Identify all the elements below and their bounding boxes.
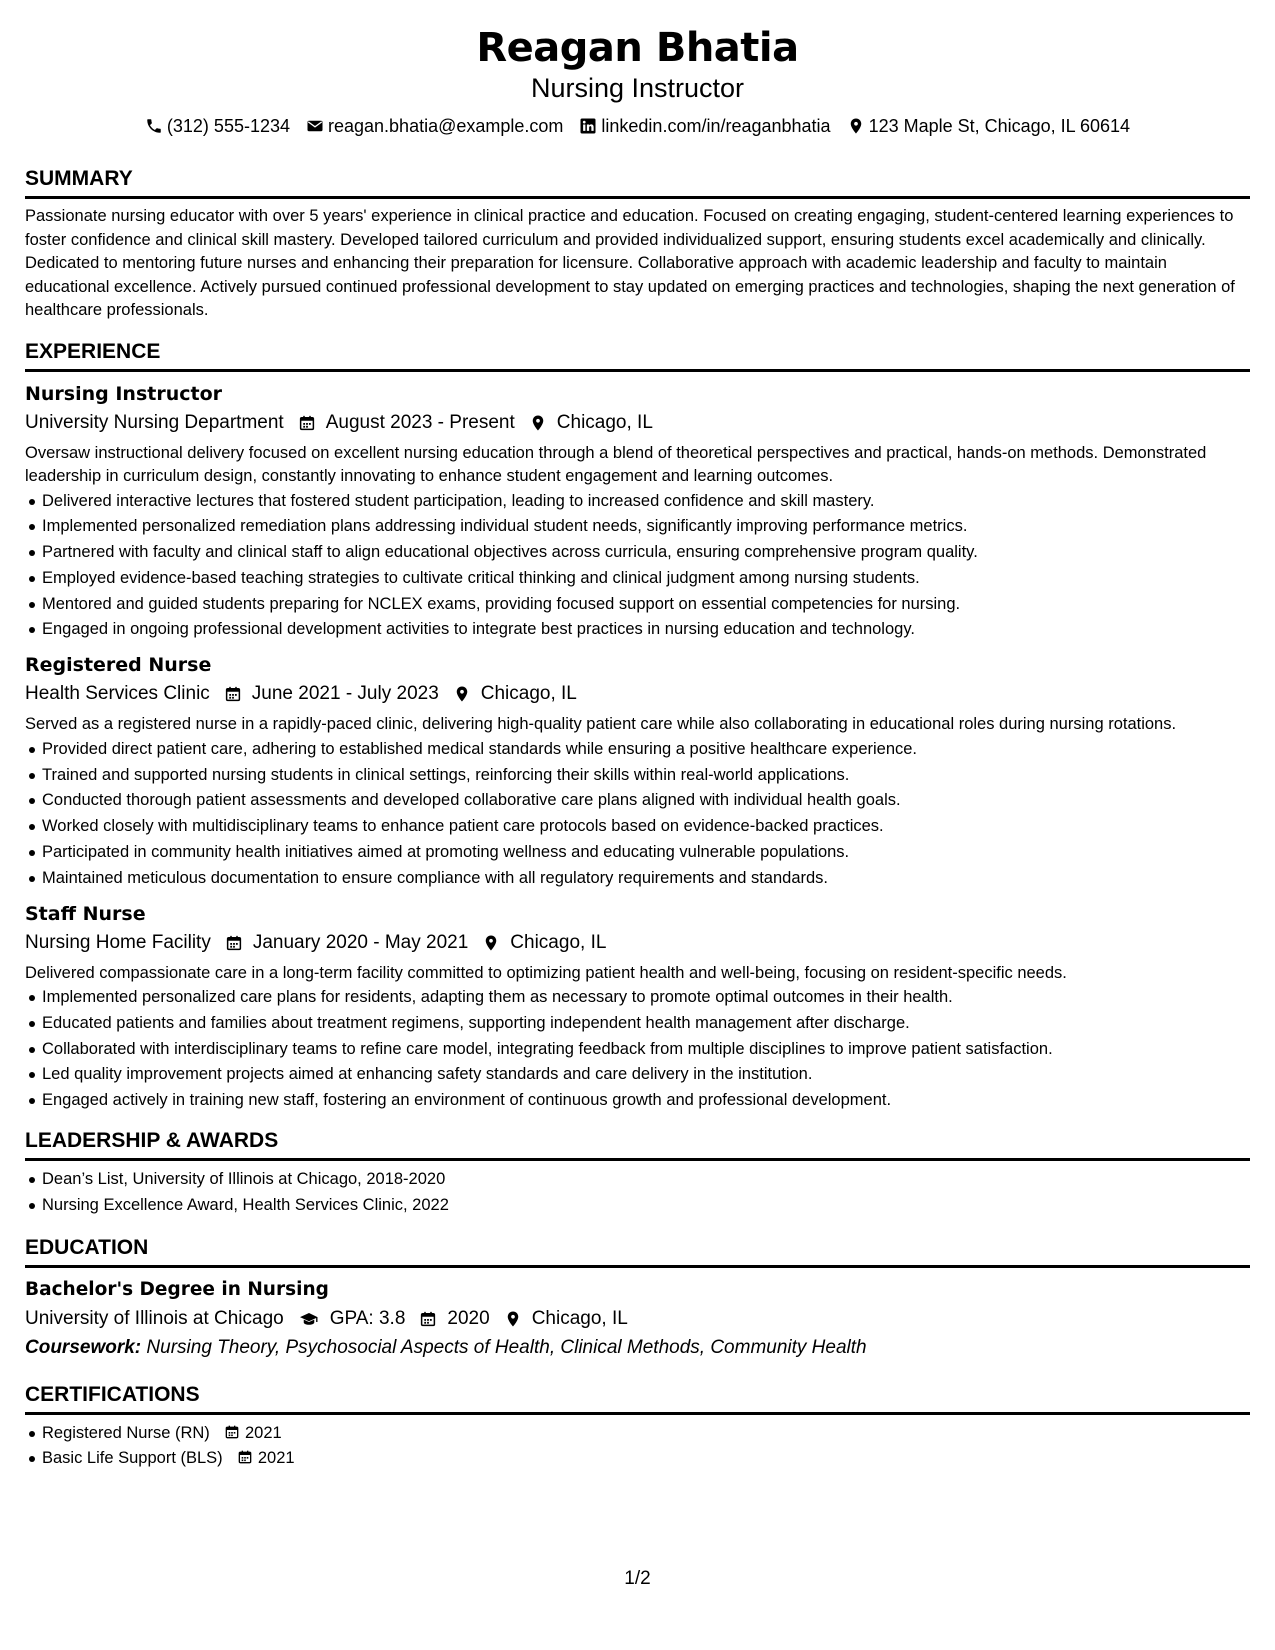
education-meta xyxy=(25,1306,1250,1332)
list-item: Provided direct patient care, adhering to established medical standards while ensuring a positive healthcare experience. xyxy=(25,737,1250,763)
calendar-icon xyxy=(224,1424,240,1440)
section-title-awards: LEADERSHIP & AWARDS xyxy=(25,1128,1250,1161)
job-dates: August 2023 - Present xyxy=(325,411,515,433)
job-bullets xyxy=(25,489,1250,644)
map-pin-icon xyxy=(847,117,865,135)
job-summary: Oversaw instructional delivery focused on excellent nursing education through a blend of theoretical perspectives and practical, hands-on methods. Demonstrated leadership in curriculum design, constantly innovating to enhance student engagement and learning outcomes. xyxy=(25,443,1207,485)
envelope-icon xyxy=(306,117,324,135)
page-number: 1/2 xyxy=(624,1568,651,1589)
list-item: Mentored and guided students preparing for NCLEX exams, providing focused support on essential competencies for nursing. xyxy=(25,592,1250,618)
job-dates: June 2021 - July 2023 xyxy=(251,683,439,705)
job-summary: Served as a registered nurse in a rapidly-paced clinic, delivering high-quality patient care while also collaborating in educational roles during nursing rotations. xyxy=(25,715,1177,734)
job-meta xyxy=(25,930,1250,956)
section-title-summary: SUMMARY xyxy=(25,166,1250,199)
address-text: 123 Maple St, Chicago, IL 60614 xyxy=(868,116,1131,136)
school-location: Chicago, IL xyxy=(531,1307,628,1329)
education-entry xyxy=(25,1277,1250,1362)
section-title-education: EDUCATION xyxy=(25,1235,1250,1268)
list-item: Maintained meticulous documentation to ensure compliance with all regulatory requirements and standards. xyxy=(25,866,1250,892)
coursework-label: Coursework: xyxy=(25,1336,142,1358)
job-title: Registered Nurse xyxy=(25,654,212,677)
summary-text: Passionate nursing educator with over 5 years' experience in clinical practice and education. Focused on creating engaging, student-centered learning experiences to foster confidence and clinical skill mastery. Developed tailored curriculum and provided individualized support, ensuring students excel academically and clinically. Dedicated to mentoring future nurses and enhancing their preparation for licensure. Collaborative approach with academic leadership and faculty to maintain educational excellence. Actively pursued continued professional development to stay updated on emerging practices and technologies, shaping the next generation of healthcare professionals. xyxy=(25,207,1235,319)
list-item: Implemented personalized care plans for residents, adapting them as necessary to promote optimal outcomes in their health. xyxy=(25,985,1250,1011)
coursework xyxy=(25,1334,1250,1362)
experience-entry xyxy=(25,381,1250,644)
job-organization: University Nursing Department xyxy=(25,411,284,433)
job-meta xyxy=(25,410,1250,436)
calendar-icon xyxy=(298,414,316,432)
section-title-certifications: CERTIFICATIONS xyxy=(25,1382,1250,1415)
calendar-icon xyxy=(225,934,243,952)
map-pin-icon xyxy=(453,685,471,703)
job-location: Chicago, IL xyxy=(556,411,653,433)
certifications-list xyxy=(25,1421,1250,1473)
job-organization: Health Services Clinic xyxy=(25,683,210,705)
section-title-experience: EXPERIENCE xyxy=(25,339,1250,372)
list-item: Trained and supported nursing students in clinical settings, reinforcing their skills within real-world applications. xyxy=(25,763,1250,789)
certification-year: 2021 xyxy=(244,1423,282,1442)
job-title: Staff Nurse xyxy=(25,902,146,925)
list-item: Participated in community health initiatives aimed at promoting wellness and educating vulnerable populations. xyxy=(25,840,1250,866)
job-title: Nursing Instructor xyxy=(25,382,223,405)
contact-linkedin[interactable] xyxy=(579,114,830,138)
job-location: Chicago, IL xyxy=(510,931,607,953)
certification-year: 2021 xyxy=(257,1449,295,1468)
list-item: Employed evidence-based teaching strategies to cultivate critical thinking and clinical judgment among nursing students. xyxy=(25,566,1250,592)
graduation-year: 2020 xyxy=(447,1307,490,1329)
job-summary: Delivered compassionate care in a long-term facility committed to optimizing patient health and well-being, focusing on resident-specific needs. xyxy=(25,963,1067,982)
map-pin-icon xyxy=(482,934,500,952)
map-pin-icon xyxy=(529,414,547,432)
job-bullets xyxy=(25,737,1250,892)
phone-text: (312) 555-1234 xyxy=(166,116,290,136)
job-meta xyxy=(25,681,1250,707)
linkedin-text[interactable]: linkedin.com/in/reaganbhatia xyxy=(601,116,831,136)
contact-bar xyxy=(25,114,1250,138)
email-text[interactable]: reagan.bhatia@example.com xyxy=(328,116,564,136)
list-item: Dean’s List, University of Illinois at Chicago, 2018-2020 xyxy=(25,1167,1250,1193)
list-item: Implemented personalized remediation plans addressing individual student needs, significantly improving performance metrics. xyxy=(25,514,1250,540)
list-item xyxy=(25,1421,1250,1447)
calendar-icon xyxy=(224,685,242,703)
phone-icon xyxy=(145,117,163,135)
calendar-icon xyxy=(237,1449,253,1465)
list-item: Engaged actively in training new staff, fostering an environment of continuous growth and professional development. xyxy=(25,1088,1250,1114)
list-item: Collaborated with interdisciplinary teams to refine care model, integrating feedback from multiple disciplines to improve patient satisfaction. xyxy=(25,1037,1250,1063)
linkedin-icon xyxy=(579,117,597,135)
job-location: Chicago, IL xyxy=(480,683,577,705)
candidate-name: Reagan Bhatia xyxy=(476,25,799,71)
calendar-icon xyxy=(419,1310,437,1328)
list-item xyxy=(25,1446,1250,1472)
certification-name: Basic Life Support (BLS) xyxy=(42,1449,223,1468)
list-item: Led quality improvement projects aimed at enhancing safety standards and care delivery in the institution. xyxy=(25,1062,1250,1088)
job-organization: Nursing Home Facility xyxy=(25,931,211,953)
awards-list xyxy=(25,1167,1250,1219)
gpa-text: GPA: 3.8 xyxy=(329,1307,406,1329)
contact-email[interactable] xyxy=(306,114,563,138)
list-item: Engaged in ongoing professional development activities to integrate best practices in nursing education and technology. xyxy=(25,617,1250,643)
map-pin-icon xyxy=(504,1310,522,1328)
list-item: Worked closely with multidisciplinary teams to enhance patient care protocols based on evidence-backed practices. xyxy=(25,814,1250,840)
coursework-text: Nursing Theory, Psychosocial Aspects of Health, Clinical Methods, Community Health xyxy=(146,1336,867,1358)
resume-header xyxy=(25,24,1250,138)
candidate-title: Nursing Instructor xyxy=(530,73,745,103)
list-item: Nursing Excellence Award, Health Services Clinic, 2022 xyxy=(25,1193,1250,1219)
certification-name: Registered Nurse (RN) xyxy=(42,1423,210,1442)
list-item: Conducted thorough patient assessments and developed collaborative care plans aligned with individual health goals. xyxy=(25,788,1250,814)
degree-title: Bachelor's Degree in Nursing xyxy=(25,1278,329,1300)
list-item: Delivered interactive lectures that fostered student participation, leading to increased confidence and skill mastery. xyxy=(25,489,1250,515)
contact-address xyxy=(847,114,1131,138)
contact-phone xyxy=(145,114,290,138)
graduation-cap-icon xyxy=(298,1310,320,1328)
experience-entry xyxy=(25,901,1250,1114)
job-bullets xyxy=(25,985,1250,1114)
list-item: Educated patients and families about treatment regimens, supporting independent health management after discharge. xyxy=(25,1011,1250,1037)
job-dates: January 2020 - May 2021 xyxy=(252,931,469,953)
list-item: Partnered with faculty and clinical staff to align educational objectives across curricula, ensuring comprehensive program quality. xyxy=(25,540,1250,566)
school-name: University of Illinois at Chicago xyxy=(25,1307,284,1329)
experience-entry xyxy=(25,652,1250,891)
